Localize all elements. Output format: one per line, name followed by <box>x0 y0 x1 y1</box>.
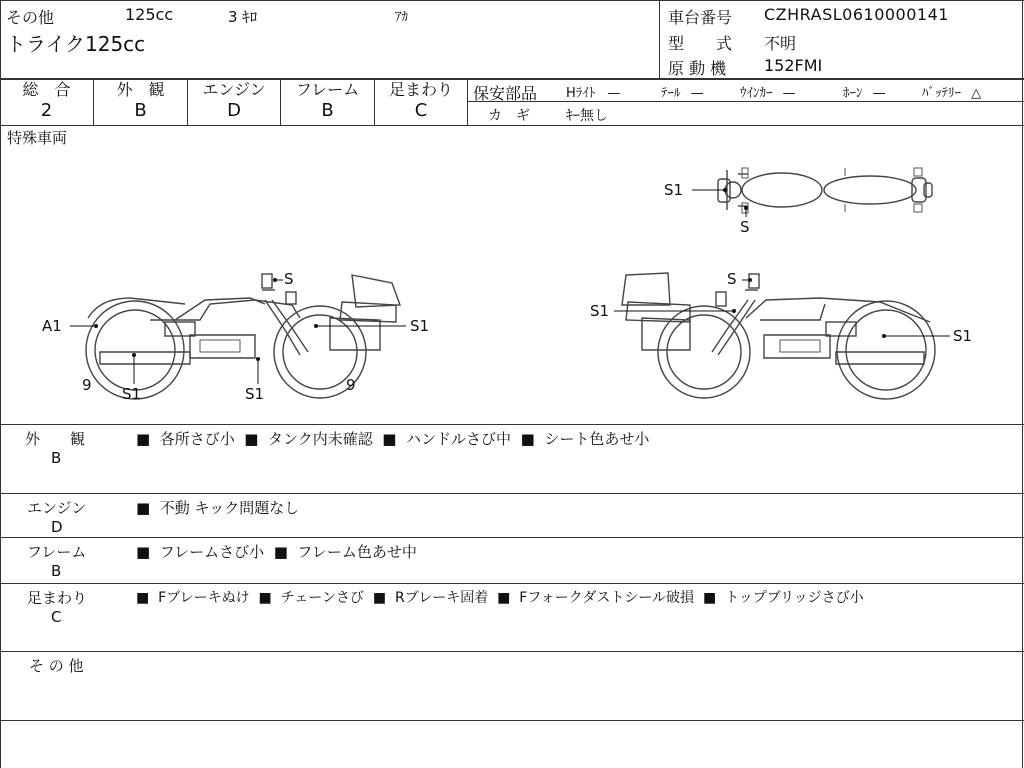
comment-label-engine: エンジン <box>27 499 87 517</box>
mark-left-9-rear: 9 <box>82 376 92 394</box>
mileage: 3 ｷﾛ <box>228 8 258 26</box>
frame-number: CZHRASL0610000141 <box>764 5 949 24</box>
bullet-icon: ■ <box>136 590 150 606</box>
comment-item: タンク内未確認 <box>268 430 373 448</box>
mark-top-s1: S1 <box>664 181 684 199</box>
comment-item: Rブレーキ固着 <box>395 590 489 606</box>
comment-label-other: そ の 他 <box>29 657 84 675</box>
grade-value: C <box>414 100 428 121</box>
bullet-icon: ■ <box>520 430 535 448</box>
safety-item-mark: — <box>607 86 621 101</box>
mark-right-s: S <box>727 270 737 288</box>
mark-left-a1: A1 <box>42 317 62 335</box>
comment-label-suspension: 足まわり <box>27 589 88 607</box>
grade-label: 足まわり <box>388 80 453 99</box>
mark-top-s: S <box>740 218 750 236</box>
comment-item: トップブリッジさび小 <box>725 590 864 606</box>
comment-item: シート色あせ小 <box>544 430 650 448</box>
right-view-diagram <box>614 273 950 399</box>
comment-grade-frame: B <box>51 562 62 580</box>
displacement: 125cc <box>125 5 174 24</box>
grade-value: 2 <box>40 100 53 121</box>
comment-grade-exterior: B <box>51 449 62 467</box>
category: その他 <box>6 8 55 27</box>
safety-item-name: ｳｲﾝｶｰ <box>740 86 773 101</box>
safety-item-name: ﾊﾞｯﾃﾘｰ <box>922 86 961 101</box>
safety-item-name: ﾎｰﾝ <box>843 86 863 101</box>
safety-item-mark: — <box>690 86 704 101</box>
bullet-icon: ■ <box>136 543 151 561</box>
comment-items-suspension <box>136 587 864 607</box>
grade-label: フレーム <box>295 80 360 99</box>
color: ｱｶ <box>395 10 408 25</box>
model-name: トライク125cc <box>6 32 146 56</box>
comment-item: フレームさび小 <box>159 543 265 561</box>
grade-value: B <box>134 100 147 121</box>
comment-item: フレーム色あせ中 <box>297 543 417 561</box>
mark-left-s: S <box>284 270 294 288</box>
comment-items-frame <box>136 541 417 562</box>
comment-item: Fフォークダストシール破損 <box>519 590 695 606</box>
key-value: ｷｰ無し <box>566 108 608 124</box>
safety-item-name: Hﾗｲﾄ <box>566 86 596 101</box>
frame-number-label: 車台番号 <box>668 8 733 27</box>
safety-item-mark: — <box>872 86 886 101</box>
key-label: カ ギ <box>488 108 530 124</box>
engine-label: 原 動 機 <box>668 59 727 78</box>
bullet-icon: ■ <box>258 590 272 606</box>
bullet-icon: ■ <box>136 430 151 448</box>
bullet-icon: ■ <box>273 543 288 561</box>
left-view-diagram <box>70 274 406 399</box>
safety-item-name: ﾃｰﾙ <box>661 86 681 101</box>
bullet-icon: ■ <box>372 590 387 606</box>
mark-right-s1-fork: S1 <box>590 302 610 320</box>
comment-item: チェーンさび <box>280 590 364 606</box>
mark-left-9-front: 9 <box>346 376 356 394</box>
comment-item: ハンドルさび中 <box>406 430 512 448</box>
engine-value: 152FMI <box>764 56 823 75</box>
grade-label: エンジン <box>202 80 266 99</box>
type-label: 型 式 <box>668 34 733 53</box>
grade-label: 外 観 <box>116 80 165 99</box>
bullet-icon: ■ <box>136 499 151 517</box>
grade-label: 総 合 <box>22 80 71 99</box>
safety-item-mark: △ <box>971 86 982 101</box>
comment-label-frame: フレーム <box>27 543 87 561</box>
safety-item-mark: — <box>782 86 796 101</box>
grade-value: B <box>321 100 334 121</box>
safety-label: 保安部品 <box>473 84 538 103</box>
comment-label-exterior: 外 観 <box>25 430 86 448</box>
comment-items-exterior <box>136 428 649 449</box>
comment-grade-engine: D <box>51 518 63 536</box>
comment-item: 各所さび小 <box>159 430 235 448</box>
type-value: 不明 <box>764 34 797 53</box>
mark-left-s1-front: S1 <box>410 317 430 335</box>
mark-right-s1-rear: S1 <box>953 327 973 345</box>
comment-item: Fブレーキぬけ <box>158 590 250 606</box>
grade-value: D <box>227 100 241 121</box>
mark-left-s1-engine: S1 <box>245 385 265 403</box>
bullet-icon: ■ <box>702 590 717 606</box>
top-view-diagram <box>692 168 932 217</box>
comment-items-engine <box>136 497 299 518</box>
bullet-icon: ■ <box>244 430 259 448</box>
comment-grade-suspension: C <box>51 608 62 626</box>
bullet-icon: ■ <box>497 590 511 606</box>
special-vehicle-label: 特殊車両 <box>7 129 68 147</box>
bullet-icon: ■ <box>382 430 397 448</box>
mark-left-s1-muffler: S1 <box>122 385 142 403</box>
comment-item: 不動 キック問題なし <box>159 499 300 517</box>
